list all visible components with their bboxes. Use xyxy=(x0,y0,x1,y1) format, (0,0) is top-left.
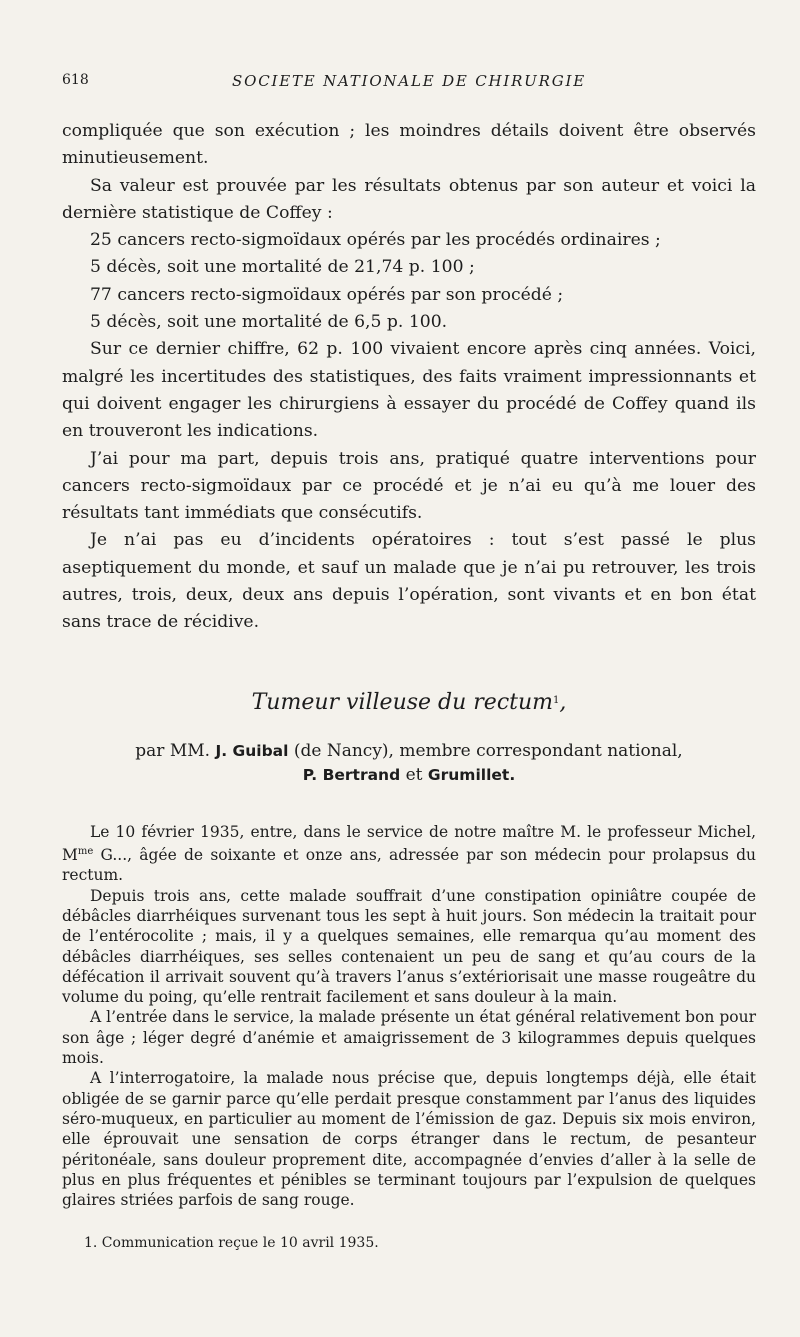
authors-prefix: par MM. xyxy=(135,740,211,761)
authors-line-1 xyxy=(62,739,756,763)
paragraph: Depuis trois ans, cette malade souffrait d’une constipation opiniâtre coupée de débâcles diarrhéiques survenant tous les sept à huit jours. Son médecin la traitait pour de l’entérocolite ; mais, il y a quelques semaines, elle remarqua qu’au moment des débâcles diarrhéiques, ses selles contenaient un peu de sang et qu’au cours de la défécation il arrivait souvent qu’à travers l’anus s’extériorisait une masse rougeâtre du volume du poing, qu’elle rentrait facilement et sans douleur à la main. xyxy=(62,886,756,1007)
text-run: G..., âgée de soixante et onze ans, adressée par son médecin pour prolapsus du rectum. xyxy=(62,846,756,885)
statistic-line: 25 cancers recto-sigmoïdaux opérés par les procédés ordinaires ; xyxy=(90,230,661,251)
paragraph: Sa valeur est prouvée par les résultats obtenus par son auteur et voici la dernière statistique de Coffey : xyxy=(62,175,756,223)
author-affiliation: (de Nancy), membre correspondant national, xyxy=(293,740,683,761)
statistic-line: 77 cancers recto-sigmoïdaux opérés par son procédé ; xyxy=(90,284,564,305)
paragraph: J’ai pour ma part, depuis trois ans, pratiqué quatre interventions pour cancers recto-sigmoïdaux par ce procédé et je n’ai eu qu’à me louer des résultats tant immédiats que consécutifs. xyxy=(62,448,756,524)
paragraph: compliquée que son exécution ; les moindres détails doivent être observés minutieusement. xyxy=(62,121,756,169)
paragraph: A l’entrée dans le service, la malade présente un état général relativement bon pour son âge ; léger degré d’anémie et amaigrissement de 3 kilogrammes depuis quelques mois. xyxy=(62,1008,756,1068)
running-title: SOCIETE NATIONALE DE CHIRURGIE xyxy=(232,72,586,90)
article-authors xyxy=(62,739,756,787)
article-title: Tumeur villeuse du rectum$^1$, xyxy=(251,689,567,715)
paragraph: Sur ce dernier chiffre, 62 p. 100 vivaient encore après cinq années. Voici, malgré les incertitudes des statistiques, des faits vraiment impressionnants et qui doivent engager les chirurgiens à essayer du procédé de Coffey quand ils en trouveront les indications. xyxy=(62,339,756,442)
paragraph: Je n’ai pas eu d’incidents opératoires : tout s’est passé le plus aseptiquement du monde, et sauf un malade que je n’ai pu retrouver, les trois autres, trois, deux, deux ans depuis l’opération, sont vivants et en bon état sans trace de récidive. xyxy=(62,530,756,633)
page xyxy=(62,72,756,1253)
page-header xyxy=(62,72,756,96)
paragraph: A l’interrogatoire, la malade nous précise que, depuis longtemps déjà, elle était obligée de se garnir parce qu’elle perdait presque constamment par l’anus des liquides séro-muqueux, en particulier au moment de l’émission de gaz. Depuis six mois environ, elle éprouvait une sensation de corps étranger dans le rectum, de pesanteur péritonéale, sans douleur proprement dite, accompagnée d’envies d’aller à la selle de plus en plus fréquentes et pénibles se terminant toujours par l’expulsion de quelques glaires striées parfois de sang rouge. xyxy=(62,1069,756,1210)
statistic-line: 5 décès, soit une mortalité de 6,5 p. 100. xyxy=(90,312,448,333)
footnote-reference: 1 xyxy=(553,694,560,706)
superscript: me xyxy=(77,845,94,857)
author-name: P. Bertrand xyxy=(302,765,401,784)
footnote: 1. Communication reçue le 10 avril 1935. xyxy=(84,1235,379,1252)
statistic-line: 5 décès, soit une mortalité de 21,74 p. 100 ; xyxy=(90,257,475,278)
previous-article-text xyxy=(62,118,756,637)
page-number: 618 xyxy=(62,72,89,88)
paragraph xyxy=(62,822,756,886)
author-name: Grumillet. xyxy=(427,765,516,784)
text-run: Le 10 février 1935, entre, dans le service de notre maître M. le professeur Michel, M xyxy=(62,822,756,865)
conjunction: et xyxy=(405,764,423,785)
authors-line-2 xyxy=(62,763,756,787)
case-report xyxy=(62,822,756,1211)
article-title-text: Tumeur villeuse du rectum xyxy=(251,689,554,715)
author-name: J. Guibal xyxy=(215,741,289,760)
